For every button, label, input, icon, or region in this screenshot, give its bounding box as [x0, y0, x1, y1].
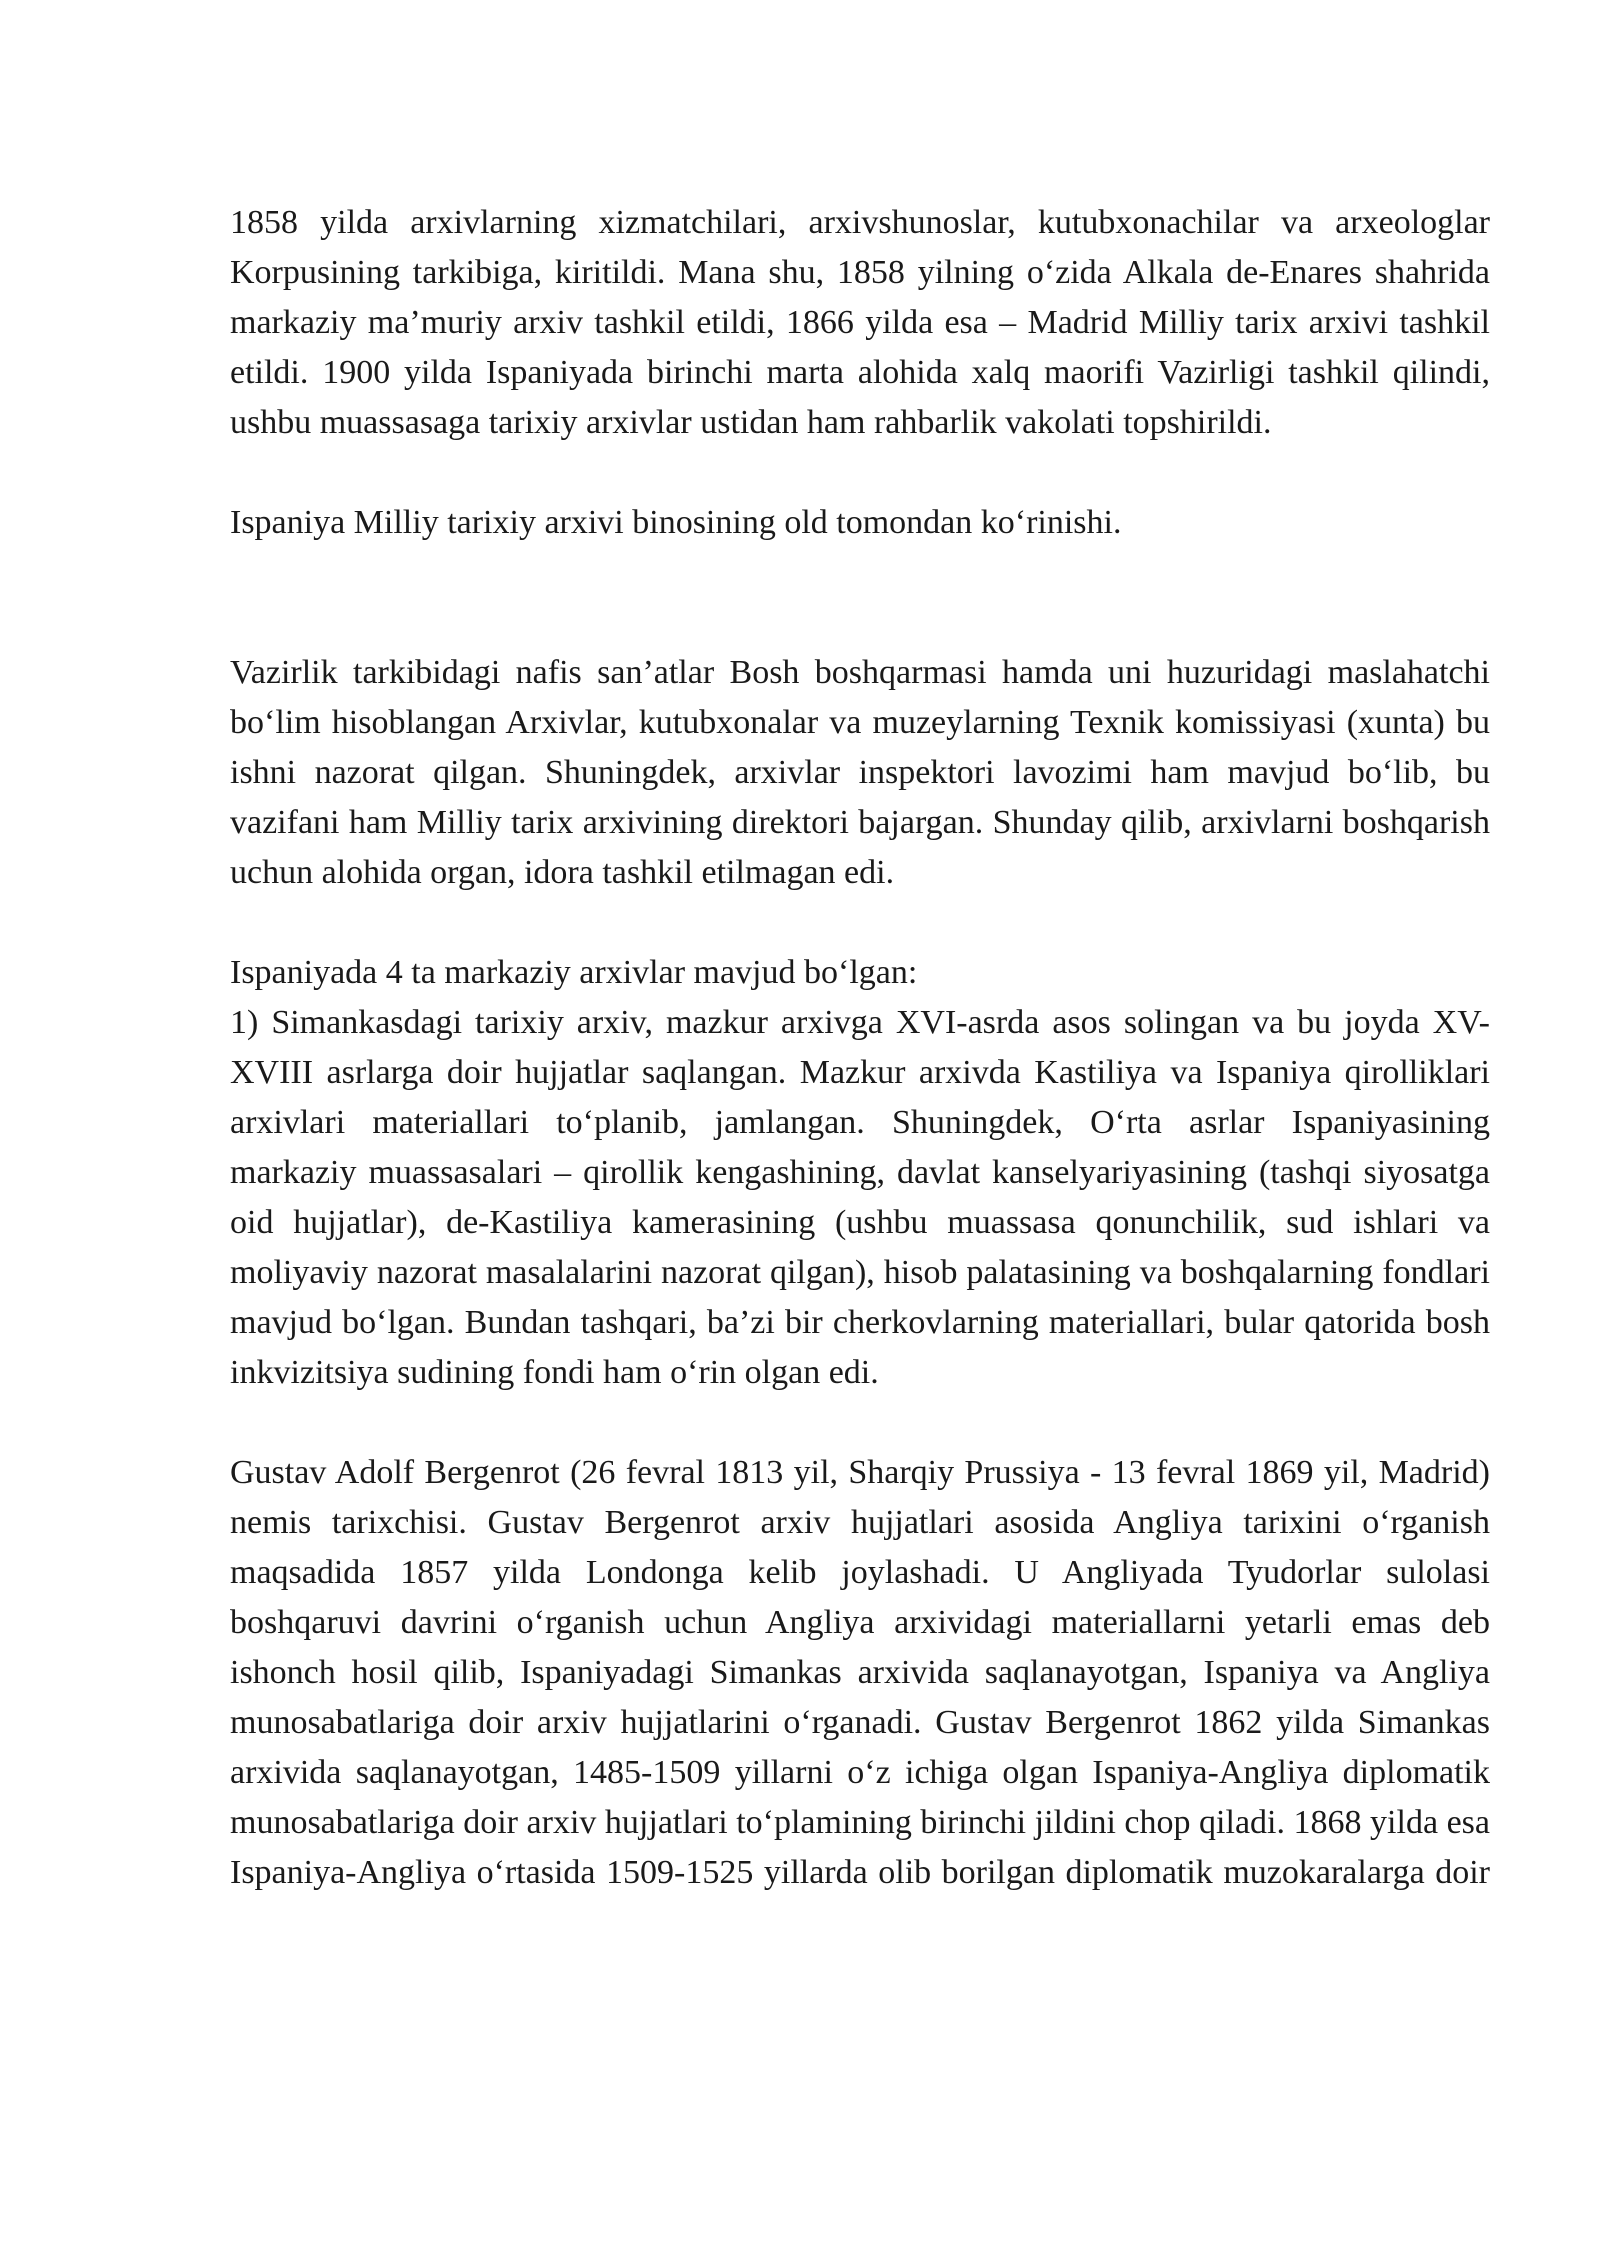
image-placeholder-space	[230, 548, 1490, 648]
paragraph-bergenroth: Gustav Adolf Bergenrot (26 fevral 1813 yil, Sharqiy Prussiya - 13 fevral 1869 yil, Madrid) nemis tarixchisi. Gustav Bergenrot arxiv hujjatlari asosida Angliya tarixini o‘rganish maqsadida 1857 yilda Londonga kelib joylashadi. U Angliyada Tyudorlar sulolasi boshqaruvi davrini o‘rganish uchun Angliya arxividagi materiallarni yetarli emas deb ishonch hosil qilib, Ispaniyadagi Simankas arxivida saqlanayotgan, Ispaniya va Angliya munosabatlariga doir arxiv hujjatlarini o‘rganadi. Gustav Bergenrot 1862 yilda Simankas arxivida saqlanayotgan, 1485-1509 yillarni o‘z ichiga olgan Ispaniya-Angliya diplomatik munosabatlariga doir arxiv hujjatlari to‘plamining birinchi jildini chop qiladi. 1868 yilda esa Ispaniya-Angliya o‘rtasida 1509-1525 yillarda olib borilgan diplomatik muzokaralarga doir	[230, 1454, 1490, 1891]
list-item-simancas: 1) Simankasdagi tarixiy arxiv, mazkur arxivga XVI-asrda asos solingan va bu joyda XV-XVIII asrlarga doir hujjatlar saqlangan. Mazkur arxivda Kastiliya va Ispaniya qirolliklari arxivlari materiallari to‘planib, jamlangan. Shuningdek, O‘rta asrlar Ispaniyasining markaziy muassasalari – qirollik kengashining, davlat kanselyariyasining (tashqi siyosatga oid hujjatlar), de-Kastiliya kamerasining (ushbu muassasa qonunchilik, sud ishlari va moliyaviy nazorat masalalarini nazorat qilgan), hisob palatasining va boshqalarning fondlari mavjud bo‘lgan. Bundan tashqari, ba’zi bir cherkovlarning materiallari, bular qatorida bosh inkvizitsiya sudining fondi ham o‘rin olgan edi.	[230, 1004, 1490, 1391]
image-caption: Ispaniya Milliy tarixiy arxivi binosining old tomondan ko‘rinishi.	[230, 504, 1122, 541]
paragraph-archive-history: 1858 yilda arxivlarning xizmatchilari, arxivshunoslar, kutubxonachilar va arxeologlar Korpusining tarkibiga, kiritildi. Mana shu, 1858 yilning o‘zida Alkala de-Enares shahrida markaziy ma’muriy arxiv tashkil etildi, 1866 yilda esa – Madrid Milliy tarix arxivi tashkil etildi. 1900 yilda Ispaniyada birinchi marta alohida xalq maorifi Vazirligi tashkil qilindi, ushbu muassasaga tarixiy arxivlar ustidan ham rahbarlik vakolati topshirildi.	[230, 204, 1490, 441]
paragraph-ministry-control: Vazirlik tarkibidagi nafis san’atlar Bosh boshqarmasi hamda uni huzuridagi maslahatchi bo‘lim hisoblangan Arxivlar, kutubxonalar va muzeylarning Texnik komissiyasi (xunta) bu ishni nazorat qilgan. Shuningdek, arxivlar inspektori lavozimi ham mavjud bo‘lib, bu vazifani ham Milliy tarix arxivining direktori bajargan. Shunday qilib, arxivlarni boshqarish uchun alohida organ, idora tashkil etilmagan edi.	[230, 654, 1490, 891]
list-intro: Ispaniyada 4 ta markaziy arxivlar mavjud bo‘lgan:	[230, 954, 918, 991]
paragraph-spacer	[230, 1398, 1490, 1448]
paragraph-spacer	[230, 898, 1490, 948]
paragraph-spacer	[230, 448, 1490, 498]
document-body	[230, 198, 1490, 1898]
